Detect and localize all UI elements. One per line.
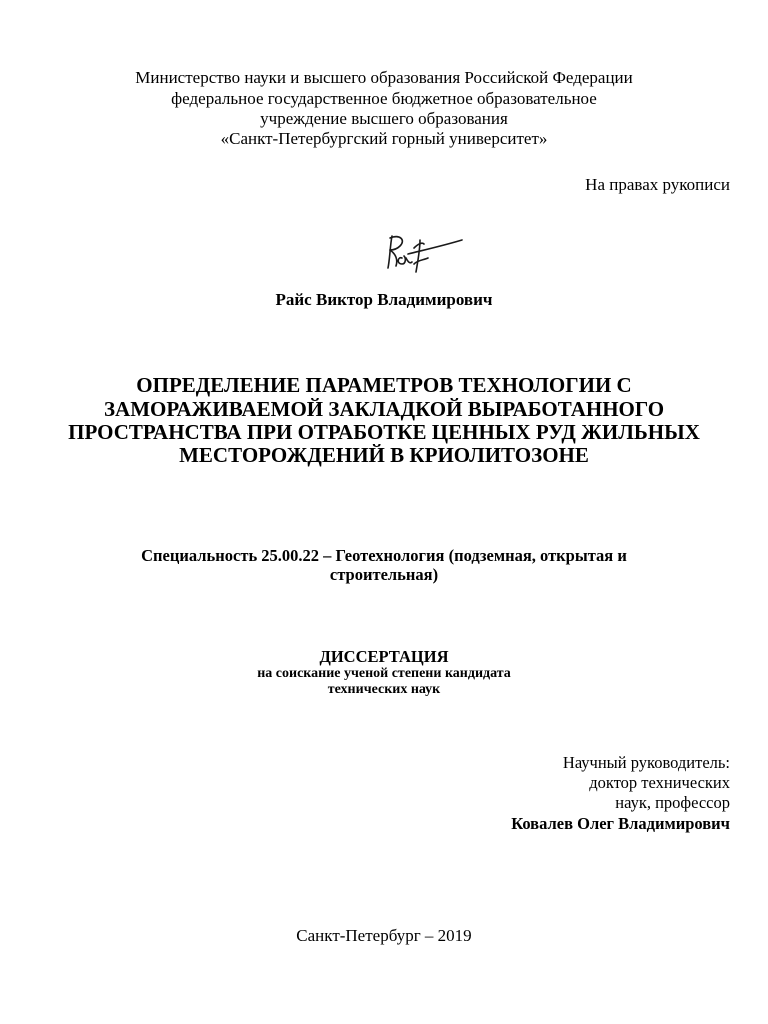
supervisor-name: Ковалев Олег Владимирович [511,814,730,833]
title-line-3: ПРОСТРАНСТВА ПРИ ОТРАБОТКЕ ЦЕННЫХ РУД ЖИЛЬНЫХ [68,420,700,444]
ministry-line: Министерство науки и высшего образования Российской Федерации [135,68,633,87]
supervisor-degree-line-2: наук, профессор [615,793,730,812]
title-line-2: ЗАМОРАЖИВАЕМОЙ ЗАКЛАДКОЙ ВЫРАБОТАННОГО [103,397,665,421]
institution-type-line: федеральное государственное бюджетное образовательное [171,89,597,108]
specialty-line-2: строительная) [329,565,439,584]
manuscript-note: На правах рукописи [585,175,730,194]
signature-icon [378,228,470,276]
specialty-line-1: Специальность 25.00.22 – Геотехнология (подземная, открытая и [141,546,627,565]
dissertation-degree-line-1: на соискание ученой степени кандидата [257,666,511,681]
city-year: Санкт-Петербург – 2019 [296,926,472,945]
dissertation-degree-line-2: технических наук [327,682,441,697]
supervisor-degree-line-1: доктор технических [589,773,730,792]
university-name: «Санкт-Петербургский горный университет» [220,129,548,148]
title-line-4: МЕСТОРОЖДЕНИЙ В КРИОЛИТОЗОНЕ [179,443,589,467]
title-line-1: ОПРЕДЕЛЕНИЕ ПАРАМЕТРОВ ТЕХНОЛОГИИ С [136,373,632,397]
institution-type-line-2: учреждение высшего образования [260,109,508,128]
dissertation-heading: ДИССЕРТАЦИЯ [319,647,449,666]
supervisor-label: Научный руководитель: [562,753,730,772]
author-name: Райс Виктор Владимирович [275,290,493,309]
